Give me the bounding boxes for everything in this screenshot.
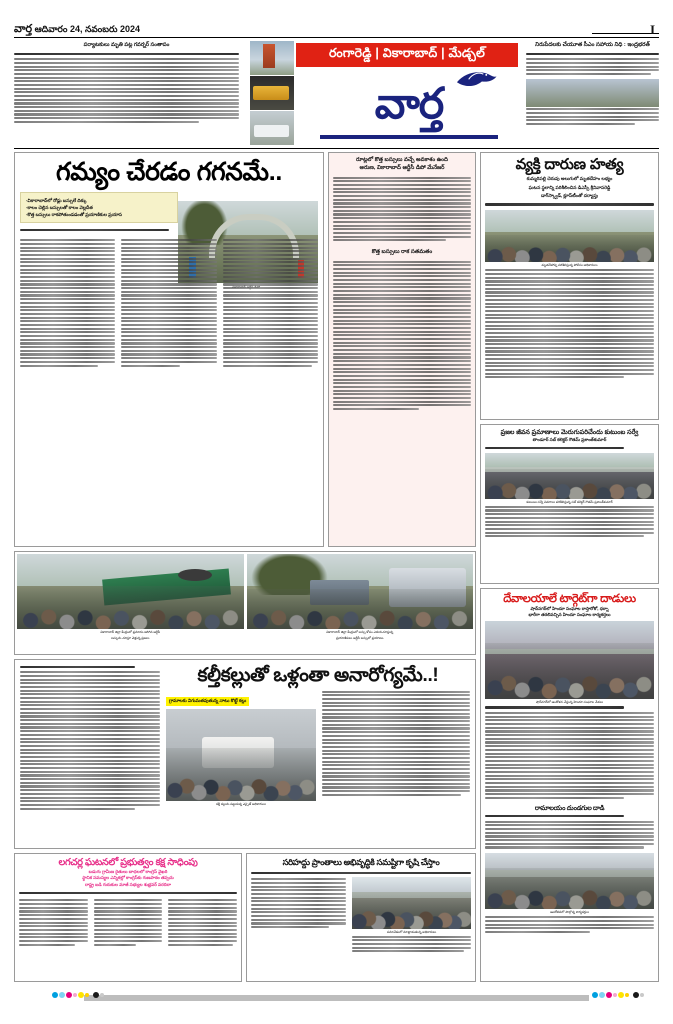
lead-col-1 [20, 238, 115, 369]
accident-photo-bus-crowd [247, 554, 474, 629]
bottom-mid-col-2 [352, 934, 471, 954]
registration-gray-bar [84, 995, 589, 1001]
masthead-inline-logo: వార్త [14, 23, 33, 35]
masthead-bottom-rule [14, 148, 659, 149]
photo-caption-2-line1: వికారాబాద్ జిల్లా కేంద్రంలో బస్సు కోసం ఎదురుచూస్తున్న [326, 630, 394, 635]
dateline-date: ఆదివారం 24, నవంబరు 2024 [34, 24, 140, 34]
masthead-right-headline: నిరుపేదలకు చేయూత సీఎం సహాయ నిధి : ఇంద్రభరత్ [535, 42, 650, 48]
right-top-story [480, 152, 659, 420]
bottom-left-col-2 [94, 898, 163, 948]
lead-col-3 [223, 238, 318, 369]
mid-top-headline-2: అరుణ, వికారాబాద్ ఆర్టీసీ డిపో మేనేజర్ [359, 165, 445, 171]
center-story [14, 659, 476, 849]
bottom-left-sub-2: స్థానిక సమస్యల ఎన్నికల్లో కాంగ్రెస్‌కు గుణపాఠం తప్పదు [82, 875, 174, 881]
photo-caption-1-line2: బస్సును చూస్తూ వెళ్తున్న ప్రజలు [111, 635, 150, 640]
masthead-photo-machine [250, 76, 294, 110]
bottom-mid-photo [352, 877, 471, 929]
lead-bullet-1: -వికారాబాద్‌లో రోడ్లు బస్సులే దిక్కు [26, 198, 87, 203]
dateline [14, 23, 140, 38]
mid-top-body-1 [333, 175, 471, 243]
photo-cell-2 [247, 554, 474, 640]
right-mid-headline: ప్రజల జీవన ప్రమాణాలు మెరుగుపరిచేందు కుటుంబ సర్వే [500, 429, 639, 436]
lead-story [14, 152, 324, 547]
lead-story-headline: గమ్యం చేరడం గగనమే.. [56, 158, 282, 186]
center-right-body [322, 689, 470, 806]
bottom-mid-headline: సరిహద్దు ప్రాంతాలు అభివృద్ధికి సమష్టిగా కృషి చేస్తాం [282, 857, 440, 867]
mid-top-body-2 [333, 259, 471, 412]
right-bottom-sub-2: భారీగా తరలివచ్చిన హిందూ సంఘాల కార్యకర్తలు [528, 612, 611, 618]
photo-caption-1-line1: వికారాబాద్ జిల్లా కేంద్రంలో ప్రమాదం జరిగిన ఆర్టీసీ [100, 630, 161, 635]
right-bottom-second-headline: రామాలయం దుండగుల దాడి [534, 805, 605, 813]
right-mid-photo [485, 453, 654, 499]
bottom-left-story [14, 853, 242, 982]
mid-top-headline-1: రూట్లలో కొత్త బస్సులు వచ్చే అవకాశం ఉంది [356, 157, 448, 163]
masthead-photo-vehicle [250, 111, 294, 145]
bottom-mid-col-1 [251, 877, 346, 954]
page-number: I [649, 22, 655, 37]
bottom-left-byline [19, 890, 237, 896]
masthead-right-story [526, 41, 659, 127]
right-top-byline [485, 202, 654, 208]
masthead-underbar [320, 135, 498, 139]
right-top-sub-2: ఘటన స్థలాన్ని పరిశీలించిన డిఎస్పీ శ్రీనివాసరెడ్డి [528, 184, 611, 190]
center-right-area [166, 664, 470, 811]
lead-bullet-2: -కాలం చెల్లిన బస్సులతో కాలం వెల్లదీత [26, 205, 93, 210]
right-bottom-sub-1: షాద్‌నగర్‌లో హిందూ సంఘాల రాస్తారోకో, ధర్నా [530, 606, 609, 611]
lead-col-2 [121, 238, 216, 369]
registration-dots-left [52, 992, 104, 998]
lead-story-columns [20, 238, 318, 369]
bottom-mid-photo-caption: సమావేశంలో మాట్లాడుతున్న అధికారులు [386, 929, 437, 934]
bottom-left-headline: లగచర్ల ఘటనలో ప్రభుత్వం కక్ష సాధింపు [58, 857, 198, 868]
lead-bullet-3: -కొత్త బస్సులు రాకపోతుండడంతో ప్రయాణికుల ప్రయాస [26, 212, 123, 217]
right-top-headline: వ్యక్తి దారుణ హత్య [515, 156, 624, 173]
bottom-left-sub-1: బడుగు గ్రామీణ రైతులు బాధలలో కాంగ్రెస్ వైఖరి [88, 869, 168, 874]
masthead-right-body2 [526, 107, 659, 127]
photo-caption-2-line2: ప్రయాణికులు ఆర్టీసీ బస్సులో ప్రయాణం [336, 635, 384, 640]
right-mid-body [485, 504, 654, 539]
masthead-wordmark: వార్త [374, 80, 444, 128]
right-bottom-second-caption: ఆందోళనలో పాల్గొన్న కార్యకర్తలు [550, 910, 589, 915]
right-bottom-second-body [485, 819, 654, 850]
masthead-left-headline: పర్యాటకులు మృతి పట్ల గవర్నర్ సంతాపం [83, 42, 170, 48]
masthead-left-story [14, 41, 239, 125]
photo-strip-row [17, 554, 473, 640]
right-bottom-story [480, 588, 659, 982]
center-left-body [20, 670, 160, 812]
right-top-photo-caption: మృతదేహాన్ని పరిశీలిస్తున్న పోలీసు అధికారులు [541, 263, 598, 268]
right-top-photo [485, 210, 654, 262]
masthead-row [14, 41, 659, 145]
bottom-mid-byline [251, 870, 471, 876]
center-story-photo [166, 709, 316, 801]
bottom-left-col-3 [168, 898, 237, 948]
mid-top-sub-headline: కొత్త బస్సులు రాక సతమతం [371, 248, 433, 255]
main-grid [14, 152, 659, 982]
right-bottom-photo [485, 621, 654, 699]
center-photo-column [166, 689, 316, 806]
right-bottom-body [485, 710, 654, 800]
right-mid-byline [485, 445, 654, 451]
bottom-left-sub-3: రాష్ట్ర బడి గురుకుల మాజీ సభ్యుల శుభ్రవర్ వరదిరా [84, 881, 171, 887]
right-bottom-third-body [485, 915, 654, 935]
right-mid-photo-caption: కుటుంబ సర్వే వివరాలు పరిశీలిస్తున్న సబ్ కలెక్టర్ గౌతమ్ ప్రశాంత్‌కుమార్ [526, 499, 613, 504]
photo-cell-1 [17, 554, 244, 640]
mid-top-story [328, 152, 476, 547]
right-mid-story [480, 424, 659, 584]
center-left-column [20, 664, 160, 811]
right-top-body [485, 268, 654, 380]
right-bottom-second-photo [485, 853, 654, 909]
masthead-photo-temple [250, 41, 294, 75]
bottom-left-col-1 [19, 898, 88, 948]
right-mid-sub: తాండూర్ సబ్ కలెక్టర్ గౌతమ్ ప్రశాంత్‌కుమార్ [532, 437, 607, 442]
right-top-sub-3: డాగ్‌స్క్వాడ్, క్లూస్‌టీంతో దర్యాప్తు [541, 193, 598, 199]
bottom-mid-photo-column [352, 877, 471, 954]
editions-band-label: రంగారెడ్డి | వికారాబాద్ | మేడ్చల్ [328, 46, 486, 60]
lead-story-bullet-box [20, 192, 178, 223]
center-story-headline: కల్తీకల్లుతో ఒళ్లంతా అనారోగ్యమే..! [197, 665, 439, 686]
accident-photo-overturned-bus [17, 554, 244, 629]
masthead-right-photo [526, 79, 659, 107]
masthead-right-body [526, 57, 659, 77]
right-bottom-headline: దేవాలయాలే టార్గెట్‌గా దాడులు [503, 593, 636, 605]
masthead-photo-strip [250, 41, 294, 145]
editions-band [296, 43, 518, 67]
center-photo-caption: కల్తీ కల్లును పట్టుకున్న ఎక్సైజ్ అధికారులు [216, 802, 266, 806]
masthead-logotype [296, 67, 518, 145]
accident-photo-strip [14, 551, 476, 655]
bottom-mid-story [246, 853, 476, 982]
right-top-sub-1: కుమ్మరిపల్లి చెరువు అలుగులో మృతదేహం లభ్యం [526, 176, 613, 181]
top-bar [14, 22, 659, 38]
center-yellow-caption: గ్రామాలకు విగుమతవుతున్న నాటు కొట్టే కల్లు [166, 697, 249, 706]
masthead-left-body [14, 57, 239, 125]
right-bottom-photo-caption: షాద్‌నగర్‌లో ఆందోళన చేస్తున్న హిందూ సంఘాల నేతలు [535, 700, 604, 705]
registration-dots-right [592, 992, 644, 998]
